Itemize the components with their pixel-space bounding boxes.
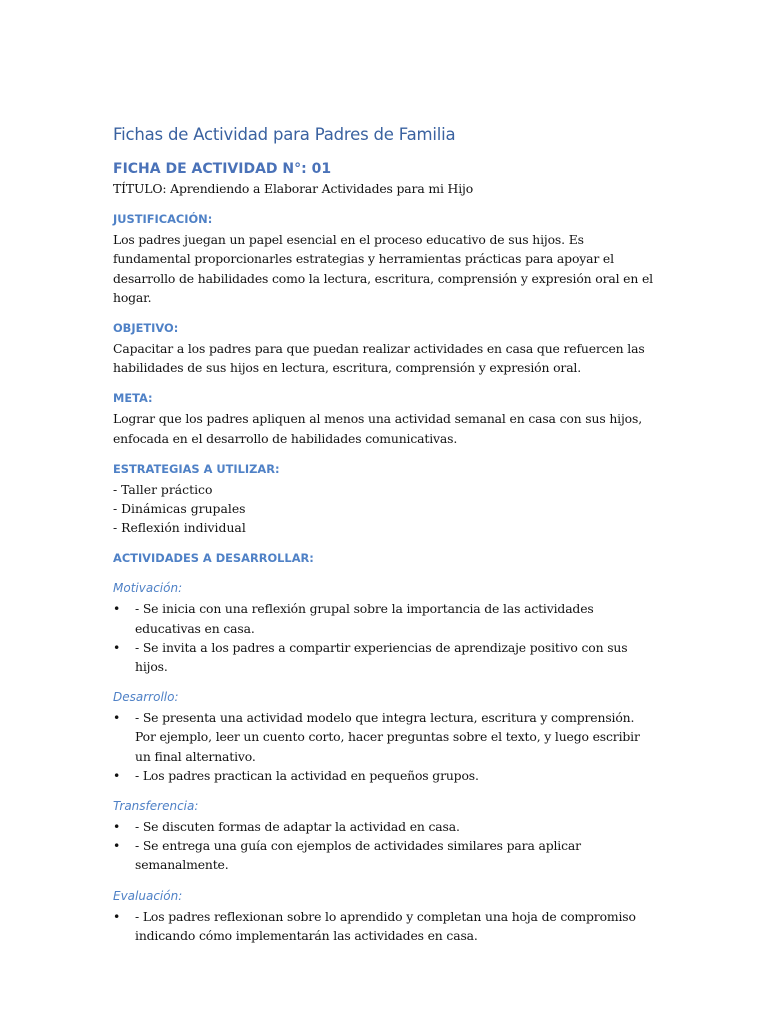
objetivo-label: OBJETIVO: (113, 321, 179, 336)
desarrollo-label: Desarrollo: (113, 690, 179, 705)
estrategias-label: ESTRATEGIAS A UTILIZAR: (113, 461, 280, 476)
list-item: - Reflexión individual (113, 520, 246, 536)
bullet-icon: • (113, 819, 121, 835)
desarrollo-list (113, 708, 658, 785)
bullet-icon: • (113, 639, 121, 655)
list-item-text: - Los padres practican la actividad en pequeños grupos. (135, 767, 479, 783)
actividades-label: ACTIVIDADES A DESARROLLAR: (113, 551, 314, 566)
list-item-text: - Se presenta una actividad modelo que integra lectura, escritura y comprensión. Por ejemplo, leer un cuento corto, hacer preguntas sobre el texto, y luego escribir un final alternativo. (135, 710, 640, 764)
list-item: - Taller práctico (113, 481, 213, 497)
motivacion-list (113, 599, 658, 676)
objetivo-text: Capacitar a los padres para que puedan realizar actividades en casa que refuercen las habilidades de sus hijos en lectura, escritura, comprensión y expresión oral. (113, 341, 645, 376)
list-item (113, 907, 658, 945)
list-item (113, 817, 658, 836)
document-title: Fichas de Actividad para Padres de Familia (113, 125, 456, 144)
document-content (113, 124, 658, 945)
list-item-text: - Se invita a los padres a compartir experiencias de aprendizaje positivo con sus hijos. (135, 639, 628, 675)
meta-label: META: (113, 391, 153, 406)
meta-text: Lograr que los padres apliquen al menos una actividad semanal en casa con sus hijos, enfocada en el desarrollo de habilidades comunicativas. (113, 411, 642, 446)
list-item (113, 836, 658, 874)
bullet-icon: • (113, 767, 121, 783)
evaluacion-label: Evaluación: (113, 888, 183, 903)
bullet-icon: • (113, 908, 121, 924)
list-item: - Dinámicas grupales (113, 501, 246, 517)
list-item-text: - Se entrega una guía con ejemplos de actividades similares para aplicar semanalmente. (135, 838, 581, 873)
evaluacion-list (113, 907, 658, 945)
justificacion-label: JUSTIFICACIÓN: (113, 212, 213, 227)
list-item-text: - Se inicia con una reflexión grupal sobre la importancia de las actividades educativas en casa. (135, 601, 594, 636)
motivacion-label: Motivación: (113, 581, 183, 596)
transferencia-list (113, 817, 658, 875)
list-item-text: - Se discuten formas de adaptar la actividad en casa. (135, 819, 460, 835)
list-item (113, 638, 658, 676)
bullet-icon: • (113, 838, 121, 854)
list-item (113, 708, 658, 766)
list-item (113, 766, 658, 785)
estrategias-list (113, 480, 658, 538)
bullet-icon: • (113, 601, 121, 617)
ficha-titulo: TÍTULO: Aprendiendo a Elaborar Actividades para mi Hijo (113, 181, 474, 196)
justificacion-text: Los padres juegan un papel esencial en el proceso educativo de sus hijos. Es fundamental proporcionarles estrategias y herramientas prácticas para apoyar el desarrollo de habilidades como la lectura, escritura, comprensión y expresión oral en el hogar. (113, 232, 653, 305)
list-item-text: - Los padres reflexionan sobre lo aprendido y completan una hoja de compromiso indicando cómo implementarán las actividades en casa. (135, 908, 636, 943)
list-item (113, 599, 658, 637)
transferencia-label: Transferencia: (113, 799, 199, 814)
bullet-icon: • (113, 710, 121, 726)
ficha-number: FICHA DE ACTIVIDAD N°: 01 (113, 161, 332, 177)
